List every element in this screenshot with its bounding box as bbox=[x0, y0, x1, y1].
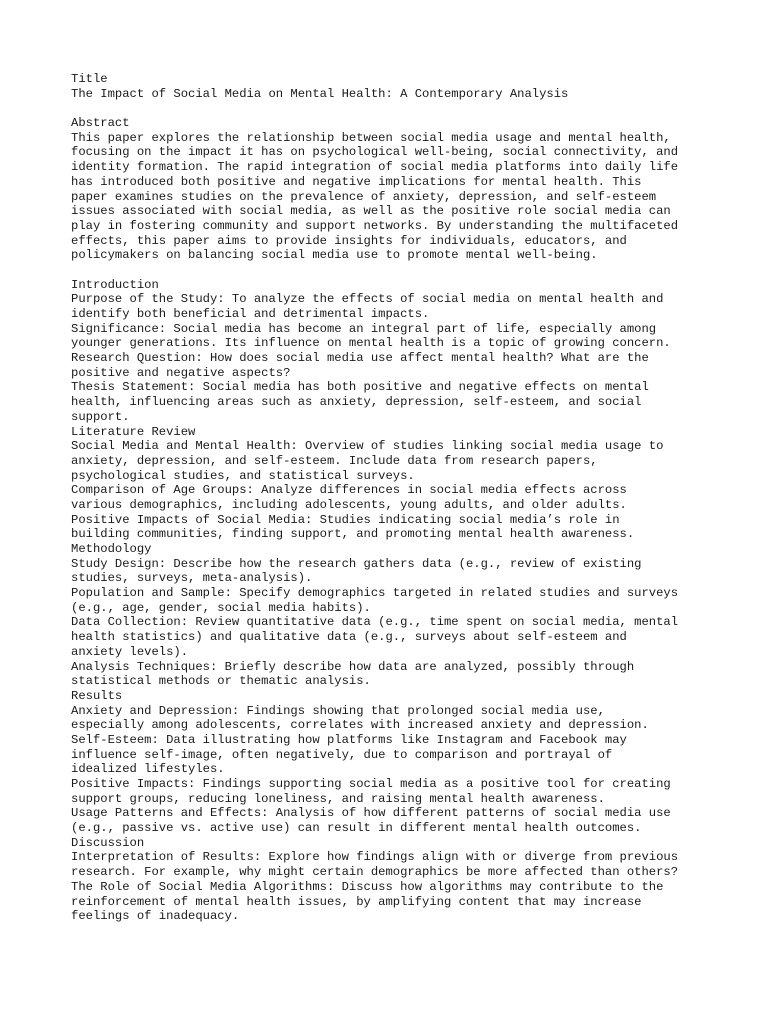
text-line: paper examines studies on the prevalence of anxiety, depression, and self-esteem bbox=[71, 189, 657, 204]
text-line: The Impact of Social Media on Mental Health: A Contemporary Analysis bbox=[71, 86, 569, 101]
text-line: idealized lifestyles. bbox=[71, 762, 225, 777]
text-line: Usage Patterns and Effects: Analysis of how different patterns of social media use bbox=[71, 806, 671, 821]
text-line: statistical methods or thematic analysis. bbox=[71, 674, 371, 689]
text-line: The Role of Social Media Algorithms: Discuss how algorithms may contribute to the bbox=[71, 879, 664, 894]
text-line: building communities, finding support, and promoting mental health awareness. bbox=[71, 527, 635, 542]
text-line: Analysis Techniques: Briefly describe how data are analyzed, possibly through bbox=[71, 659, 635, 674]
text-line: (e.g., passive vs. active use) can result in different mental health outcomes. bbox=[71, 821, 642, 836]
text-line: support. bbox=[71, 409, 130, 424]
text-line: Research Question: How does social media use affect mental health? What are the bbox=[71, 351, 649, 366]
text-line: Positive Impacts of Social Media: Studies indicating social media’s role in bbox=[71, 512, 620, 527]
text-line: research. For example, why might certain demographics be more affected than others? bbox=[71, 865, 679, 880]
text-line: reinforcement of mental health issues, by amplifying content that may increase bbox=[71, 894, 642, 909]
text-line: Discussion bbox=[71, 835, 145, 850]
text-line: influence self-image, often negatively, due to comparison and portrayal of bbox=[71, 747, 613, 762]
text-line: Comparison of Age Groups: Analyze differences in social media effects across bbox=[71, 483, 627, 498]
text-line: Introduction bbox=[71, 277, 159, 292]
text-line: This paper explores the relationship between social media usage and mental health, bbox=[71, 130, 671, 145]
text-line: policymakers on balancing social media use to promote mental well-being. bbox=[71, 248, 598, 263]
text-line: feelings of inadequacy. bbox=[71, 909, 240, 924]
section-body bbox=[71, 278, 711, 924]
blank-line bbox=[71, 101, 711, 116]
text-line: anxiety levels). bbox=[71, 644, 189, 659]
text-line: positive and negative aspects? bbox=[71, 365, 291, 380]
text-line: play in fostering community and support networks. By understanding the multifaceted bbox=[71, 218, 679, 233]
text-line: Purpose of the Study: To analyze the effects of social media on mental health and bbox=[71, 292, 664, 307]
text-line: focusing on the impact it has on psychological well-being, social connectivity, and bbox=[71, 145, 679, 160]
text-line: Self-Esteem: Data illustrating how platforms like Instagram and Facebook may bbox=[71, 732, 627, 747]
text-line: Results bbox=[71, 688, 123, 703]
text-line: Data Collection: Review quantitative data (e.g., time spent on social media, mental bbox=[71, 615, 679, 630]
text-line: Social Media and Mental Health: Overview of studies linking social media usage to bbox=[71, 439, 664, 454]
text-line: Title bbox=[71, 72, 108, 86]
text-line: (e.g., age, gender, social media habits). bbox=[71, 600, 371, 615]
section-title bbox=[71, 72, 711, 101]
text-line: support groups, reducing loneliness, and raising mental health awareness. bbox=[71, 791, 605, 806]
text-line: studies, surveys, meta-analysis). bbox=[71, 571, 313, 586]
text-line: effects, this paper aims to provide insights for individuals, educators, and bbox=[71, 233, 627, 248]
text-line: younger generations. Its influence on mental health is a topic of growing concern. bbox=[71, 336, 671, 351]
text-line: health, influencing areas such as anxiety, depression, self-esteem, and social bbox=[71, 395, 642, 410]
text-line: Anxiety and Depression: Findings showing that prolonged social media use, bbox=[71, 703, 605, 718]
section-abstract bbox=[71, 116, 711, 263]
blank-line bbox=[71, 263, 711, 278]
text-line: psychological studies, and statistical surveys. bbox=[71, 468, 415, 483]
text-line: Positive Impacts: Findings supporting social media as a positive tool for creating bbox=[71, 777, 671, 791]
text-line: identity formation. The rapid integration of social media platforms into daily life bbox=[71, 160, 679, 175]
text-line: Methodology bbox=[71, 542, 152, 556]
text-line: Thesis Statement: Social media has both positive and negative effects on mental bbox=[71, 380, 649, 395]
text-line: Interpretation of Results: Explore how findings align with or diverge from previous bbox=[71, 850, 679, 865]
text-line: health statistics) and qualitative data (e.g., surveys about self-esteem and bbox=[71, 630, 627, 645]
text-line: Significance: Social media has become an integral part of life, especially among bbox=[71, 321, 657, 336]
document-page bbox=[71, 72, 711, 924]
text-line: various demographics, including adolescents, young adults, and older adults. bbox=[71, 497, 627, 512]
text-line: Literature Review bbox=[71, 424, 196, 439]
text-line: issues associated with social media, as well as the positive role social media can bbox=[71, 204, 671, 219]
text-line: especially among adolescents, correlates with increased anxiety and depression. bbox=[71, 718, 649, 733]
text-line: Abstract bbox=[71, 116, 130, 131]
text-line: Population and Sample: Specify demographics targeted in related studies and surveys bbox=[71, 586, 679, 601]
text-line: identify both beneficial and detrimental impacts. bbox=[71, 307, 430, 321]
text-line: anxiety, depression, and self-esteem. Include data from research papers, bbox=[71, 453, 598, 468]
text-line: has introduced both positive and negative implications for mental health. This bbox=[71, 174, 642, 189]
text-line: Study Design: Describe how the research gathers data (e.g., review of existing bbox=[71, 556, 642, 571]
